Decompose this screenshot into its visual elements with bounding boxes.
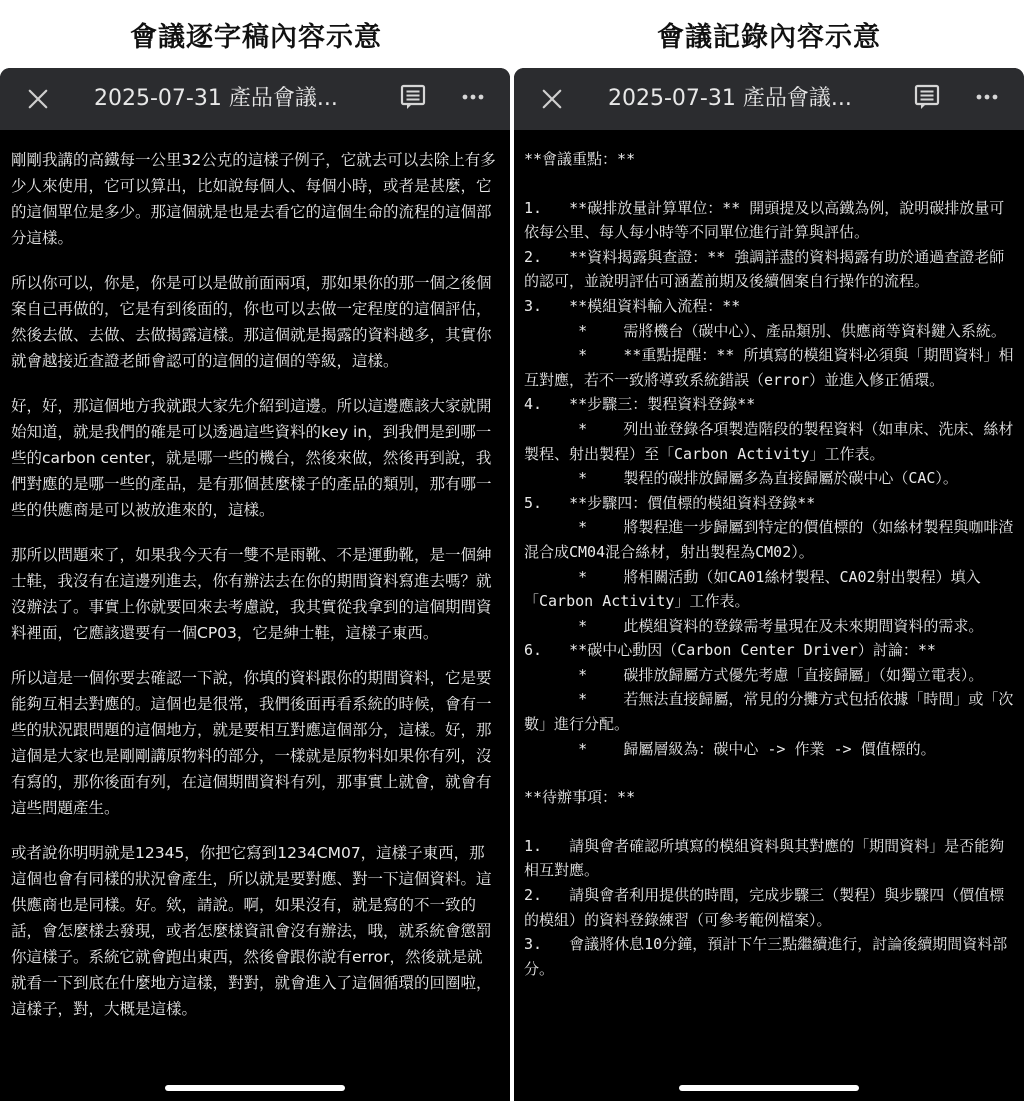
transcript-content[interactable] [0, 130, 510, 1101]
list-item: 3. **模組資料輸入流程：** [524, 296, 741, 315]
notes-icon[interactable] [912, 82, 942, 112]
transcript-paragraph: 剛剛我講的高鐵每一公里32公克的這樣子例子，它就去可以去除上有多少人來使用，它可以算出，比如說每個人、每個小時，或者是甚麼，它的這個單位是多少。那這個就是也是去看它的這個生命的流程的這個部分這樣。 [11, 151, 496, 247]
notes-icon[interactable] [398, 82, 428, 112]
list-item: 3. 會議將休息10分鐘，預計下午三點繼續進行，討論後續期間資料部分。 [524, 935, 1008, 978]
todo-list [524, 834, 1014, 982]
transcript-paragraph: 所以你可以，你是，你是可以是做前面兩項，那如果你的那一個之後個案自己再做的，它是有到後面的，你也可以去做一定程度的這個評估，然後去做、去做、去做揭露這樣。那這個就是揭露的資料越多，其實你就會越接近查證老師會認可的這個的這個的等級，這樣。 [11, 274, 492, 370]
list-item: 2. **資料揭露與查證：** 強調詳盡的資料揭露有助於通過查證老師的認可，並說明評估可涵蓋前期及後續個案自行操作的流程。 [524, 247, 1005, 291]
list-item: * 歸屬層級為：碳中心 -> 作業 -> 價值標的。 [524, 739, 936, 758]
home-indicator[interactable] [679, 1085, 859, 1091]
close-icon[interactable] [22, 83, 54, 115]
list-item: * 需將機台（碳中心）、產品類別、供應商等資料鍵入系統。 [524, 321, 1006, 340]
more-icon[interactable] [972, 82, 1002, 112]
list-item: * 將製程進一步歸屬到特定的價值標的（如絲材製程與咖啡渣混合成CM04混合絲材，射出製程為CM02）。 [524, 518, 1014, 561]
list-item: 4. **步驟三：製程資料登錄** [524, 395, 756, 414]
section-heading: **會議重點：** [524, 150, 636, 168]
minutes-screen [514, 68, 1024, 1101]
list-item: 6. **碳中心動因（Carbon Center Driver）討論：** [524, 641, 936, 660]
list-item: 1. 請與會者確認所填寫的模組資料與其對應的「期間資料」是否能夠相互對應。 [524, 836, 1005, 880]
app-bar [0, 68, 510, 130]
list-item: * 製程的碳排放歸屬多為直接歸屬於碳中心（CAC）。 [524, 469, 958, 488]
app-bar [514, 68, 1024, 130]
list-item: 5. **步驟四：價值標的模組資料登錄** [524, 493, 816, 512]
page-title: 2025-07-31 產品會議... [94, 86, 338, 111]
transcript-paragraph: 那所以問題來了，如果我今天有一雙不是雨靴、不是運動靴，是一個紳士鞋，我沒有在這邊列進去，你有辦法去在你的期間資料寫進去嗎？就沒辦法了。事實上你就要回來去考慮說，我其實從我拿到的這個期間資料裡面，它應該還要有一個CP03，它是紳士鞋，這樣子東西。 [11, 546, 492, 642]
list-item: * **重點提醒：** 所填寫的模組資料必須與「期間資料」相互對應，若不一致將導致系統錯誤（error）並進入修正循環。 [524, 346, 1014, 389]
home-indicator[interactable] [165, 1085, 345, 1091]
transcript-screen [0, 68, 510, 1101]
list-item: 1. **碳排放量計算單位：** 開頭提及以高鐵為例，說明碳排放量可依每公里、每人每小時等不同單位進行計算與評估。 [524, 198, 1005, 242]
section-heading: **待辦事項：** [524, 788, 636, 807]
more-icon[interactable] [458, 82, 488, 112]
list-item: * 若無法直接歸屬，常見的分攤方式包括依據「時間」或「次數」進行分配。 [524, 690, 1014, 734]
page-title: 2025-07-31 產品會議... [608, 86, 852, 111]
minutes-content[interactable] [514, 130, 1024, 1101]
list-item: * 碳排放歸屬方式優先考慮「直接歸屬」（如獨立電表）。 [524, 665, 984, 684]
transcript-caption: 會議逐字稿內容示意 [130, 21, 382, 53]
transcript-paragraph: 所以這是一個你要去確認一下說，你填的資料跟你的期間資料，它是要能夠互相去對應的。這個也是很常，我們後面再看系統的時候，會有一些的狀況跟問題的這個地方，就是要相互對應這個部分，這樣。好，那這個是大家也是剛剛講原物料的部分，一樣就是原物料如果你有列，沒有寫的，那你後面有列，在這個期間資料有列，那事實上就會，就會有這些問題產生。 [11, 669, 492, 817]
list-item: * 將相關活動（如CA01絲材製程、CA02射出製程）填入「Carbon Activity」工作表。 [524, 567, 981, 611]
close-icon[interactable] [536, 83, 568, 115]
list-item: * 此模組資料的登錄需考量現在及未來期間資料的需求。 [524, 616, 984, 635]
minutes-caption: 會議記錄內容示意 [657, 21, 881, 53]
list-item: 2. 請與會者利用提供的時間，完成步驟三（製程）與步驟四（價值標的模組）的資料登錄練習（可參考範例檔案）。 [524, 886, 1005, 929]
transcript-paragraph: 好，好，那這個地方我就跟大家先介紹到這邊。所以這邊應該大家就開始知道，就是我們的確是可以透過這些資料的key in，到我們是到哪一些的carbon center，就是哪一些的機台，然後來做，然後再到說，我們對應的是哪一些的產品，是有那個甚麼樣子的產品的類別，那有哪一些的供應商是可以被放進來的，這樣。 [11, 397, 492, 519]
transcript-paragraph: 或者說你明明就是12345，你把它寫到1234CM07，這樣子東西，那這個也會有同樣的狀況會產生，所以就是要對應、對一下這個資料。這供應商也是同樣。好。欸，請說。啊，如果沒有，就是寫的不一致的話，會怎麼樣去發現，或者怎麼樣資訊會沒有辦法，哦，就系統會懲罰你這樣子。系統它就會跑出東西，然後會跟你說有error，然後就是就就看一下到底在什麼地方這樣，對對，就會進入了這個循環的回圈啦，這樣子，對，大概是這樣。 [11, 844, 492, 1018]
list-item: * 列出並登錄各項製造階段的製程資料（如車床、洗床、絲材製程、射出製程）至「Carbon Activity」工作表。 [524, 419, 1014, 463]
key-points-list [524, 196, 1014, 762]
